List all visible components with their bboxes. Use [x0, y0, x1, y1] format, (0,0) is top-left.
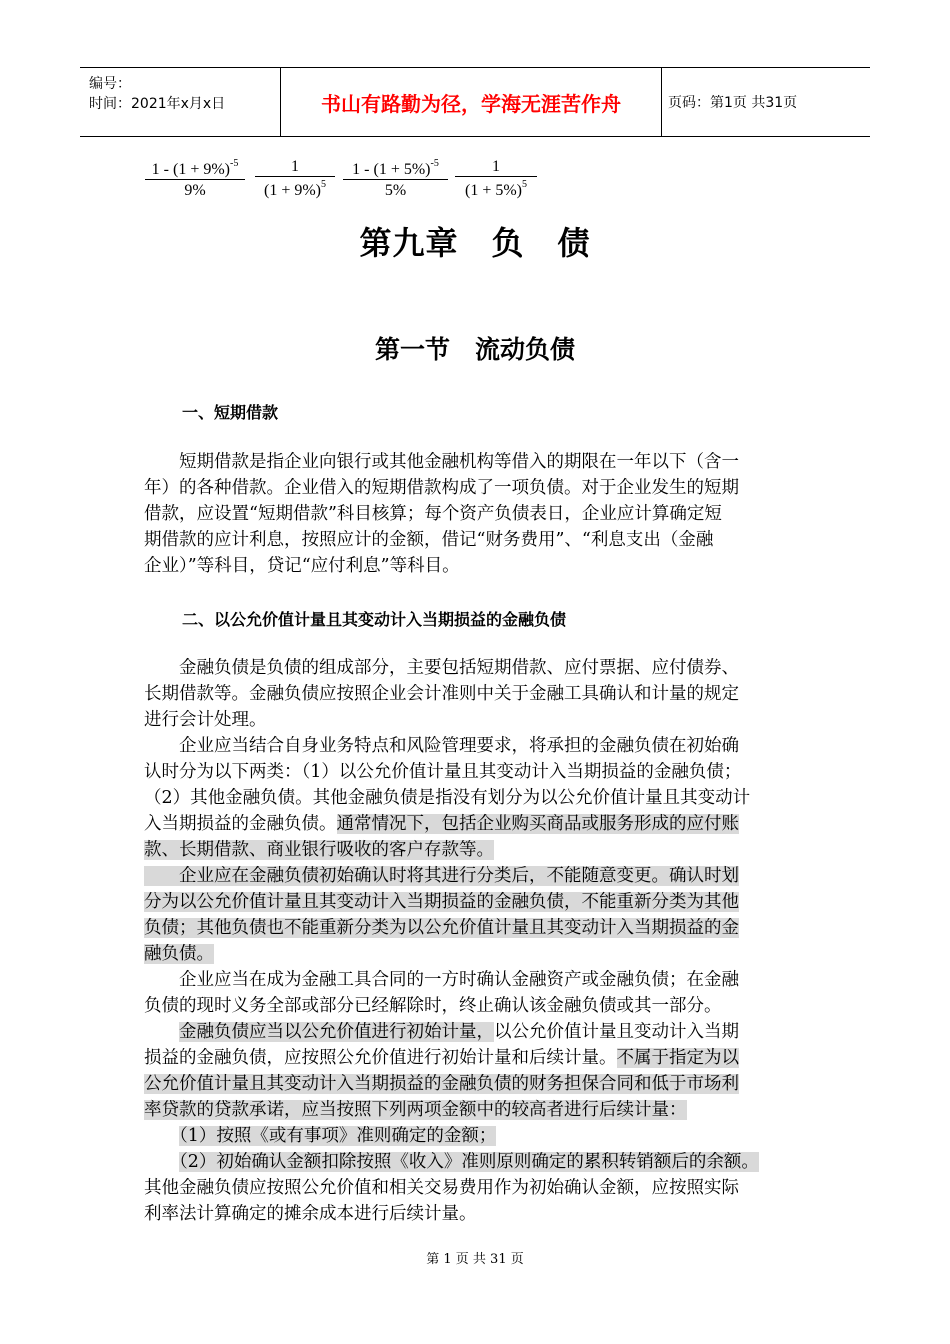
paragraph-line [144, 1045, 809, 1071]
highlighted-text: 金融负债应当以公允价值进行初始计量， [179, 1022, 494, 1042]
highlighted-text: 分为以公允价值计量且其变动计入当期损益的金融负债，不能重新分类为其他 [144, 892, 739, 912]
paragraph-line [144, 915, 809, 941]
header-page-info: 页码：第1页 共31页 [668, 95, 798, 111]
highlighted-text: 率贷款的贷款承诺，应当按照下列两项金额中的较高者进行后续计量： [144, 1100, 687, 1120]
formula-numerator: 1 [455, 158, 537, 177]
paragraph-line: 短期借款是指企业向银行或其他金融机构等借入的期限在一年以下（含一 [144, 452, 739, 472]
paragraph-line: （2）其他金融负债。其他金融负债是指没有划分为以公允价值计量且其变动计 [144, 788, 751, 808]
paragraph-line: 其他金融负债应按照公允价值和相关交易费用作为初始确认金额，应按照实际 [144, 1178, 739, 1198]
paragraph-line: 企业应当在成为金融工具合同的一方时确认金融资产或金融负债；在金融 [144, 970, 739, 990]
paragraph-line [144, 1123, 809, 1149]
chapter-title: 第九章 负 债 [359, 224, 591, 262]
formula-pv-annuity-9 [145, 158, 245, 200]
formula-exponent: 5 [321, 179, 326, 190]
paragraph-line [144, 1097, 809, 1123]
formula-denominator: (1 + 9%) [263, 182, 321, 199]
header-meta [80, 68, 281, 136]
plain-text: 以公允价值计量且变动计入当期 [494, 1022, 739, 1042]
formula-exponent: -5 [430, 158, 439, 169]
highlighted-text: 款、长期借款、商业银行吸收的客户存款等。 [144, 840, 494, 860]
paragraph-line [144, 1019, 809, 1045]
formula-numerator: 1 - (1 + 5%) [352, 161, 431, 178]
highlighted-text: 企业应在金融负债初始确认时将其进行分类后，不能随意变更。确认时划 [144, 866, 739, 886]
formula-pv-factor-5 [455, 158, 537, 200]
paragraph-line: 进行会计处理。 [144, 710, 267, 730]
paragraph-line: 期借款的应计利息，按照应计的金额，借记“财务费用”、“利息支出（金融 [144, 530, 714, 550]
header-motto: 书山有路勤为径，学海无涯苦作舟 [281, 68, 662, 136]
paragraph-line [144, 837, 809, 863]
formula-exponent: -5 [230, 158, 239, 169]
paragraph-line [144, 941, 809, 967]
formula-denominator: 5% [384, 182, 407, 199]
formula-pv-factor-9 [255, 158, 335, 200]
formula-denominator: (1 + 5%) [464, 182, 522, 199]
formula-numerator: 1 - (1 + 9%) [151, 161, 230, 178]
formula-denominator: 9% [184, 182, 206, 199]
highlighted-text: 融负债。 [144, 944, 214, 964]
highlighted-text: 不属于指定为以 [616, 1048, 739, 1068]
highlighted-text: 公允价值计量且其变动计入当期损益的金融负债的财务担保合同和低于市场利 [144, 1074, 739, 1094]
paragraph-line [144, 863, 809, 889]
formula-exponent: 5 [522, 179, 527, 190]
formula-pv-annuity-5 [343, 158, 448, 200]
paragraph-financial-liabilities [144, 655, 809, 1227]
formula-numerator: 1 [255, 158, 335, 177]
paragraph-line: 利率法计算确定的摊余成本进行后续计量。 [144, 1204, 477, 1224]
document-time: 时间：2021年x月x日 [89, 96, 226, 112]
list-item-2: （2）初始确认金额扣除按照《收入》准则原则确定的累积转销额后的余额。 [179, 1152, 759, 1172]
paragraph-line [144, 889, 809, 915]
paragraph-line: 金融负债是负债的组成部分，主要包括短期借款、应付票据、应付债券、 [144, 658, 739, 678]
paragraph-line: 长期借款等。金融负债应按照企业会计准则中关于金融工具确认和计量的规定 [144, 684, 739, 704]
paragraph-line [144, 811, 809, 837]
page-header [80, 67, 870, 137]
section-title: 第一节 流动负债 [374, 335, 575, 364]
paragraph-line [144, 1071, 809, 1097]
page-footer: 第 1 页 共 31 页 [426, 1252, 524, 1267]
highlighted-text: 负债；其他负债也不能重新分类为以公允价值计量且其变动计入当期损益的金 [144, 918, 739, 938]
paragraph-line: 企业应当结合自身业务特点和风险管理要求，将承担的金融负债在初始确 [144, 736, 739, 756]
document-number: 编号： [89, 76, 131, 92]
paragraph-line: 借款，应设置“短期借款”科目核算；每个资产负债表日，企业应计算确定短 [144, 504, 722, 524]
heading-financial-liabilities: 二、以公允价值计量且其变动计入当期损益的金融负债 [182, 610, 567, 629]
plain-text: 入当期损益的金融负债。 [144, 814, 337, 834]
list-item-1: （1）按照《或有事项》准则确定的金额； [179, 1126, 497, 1146]
paragraph-line: 年）的各种借款。企业借入的短期借款构成了一项负债。对于企业发生的短期 [144, 478, 739, 498]
paragraph-line [144, 1149, 809, 1175]
paragraph-line: 企业）”等科目，贷记“应付利息”等科目。 [144, 556, 460, 576]
paragraph-line: 认时分为以下两类：（1）以公允价值计量且其变动计入当期损益的金融负债； [144, 762, 742, 782]
heading-short-term-loans: 一、短期借款 [182, 403, 279, 422]
plain-text: 损益的金融负债，应按照公允价值进行初始计量和后续计量。 [144, 1048, 617, 1068]
highlighted-text: 通常情况下，包括企业购买商品或服务形成的应付账 [336, 814, 739, 834]
paragraph-line: 负债的现时义务全部或部分已经解除时，终止确认该金融负债或其一部分。 [144, 996, 722, 1016]
paragraph-short-term-loans [144, 449, 809, 579]
